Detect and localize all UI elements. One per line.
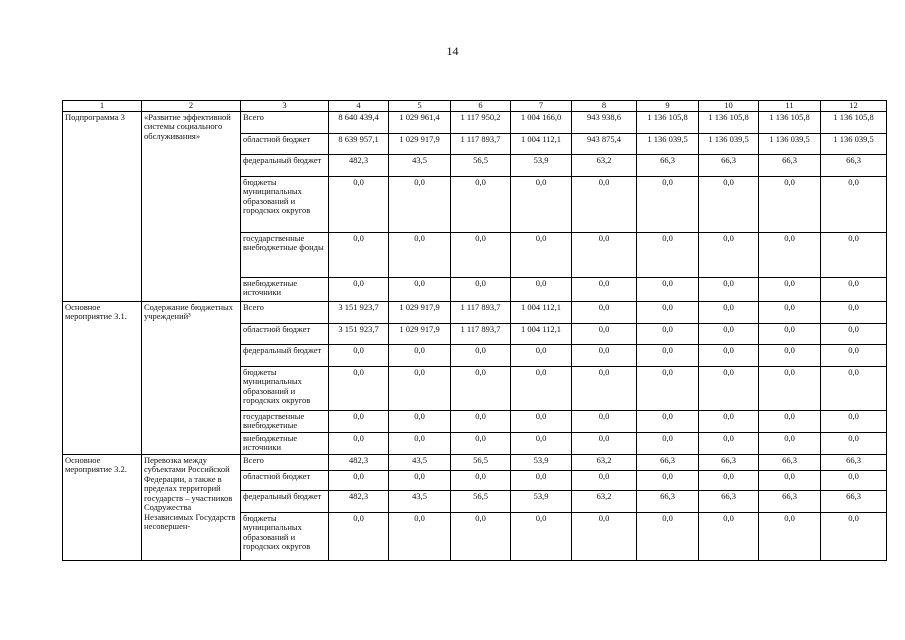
value-cell: 0,0 <box>572 470 637 490</box>
header-cell: 12 <box>821 101 887 112</box>
value-cell: 0,0 <box>759 301 821 323</box>
value-cell: 1 117 950,2 <box>451 111 511 133</box>
value-cell: 0,0 <box>637 432 699 454</box>
value-cell: 482,3 <box>329 454 389 470</box>
value-cell: 0,0 <box>511 432 572 454</box>
value-cell: 0,0 <box>699 512 759 560</box>
program-name-cell: Содержание бюджетных учреждений³ <box>142 301 241 454</box>
value-cell: 1 117 893,7 <box>451 323 511 344</box>
funding-source-cell: Всего <box>241 301 329 323</box>
header-cell: 2 <box>142 101 241 112</box>
value-cell: 0,0 <box>572 301 637 323</box>
value-cell: 3 151 923,7 <box>329 301 389 323</box>
funding-source-cell: бюджеты муниципальных образований и городских округов <box>241 176 329 232</box>
value-cell: 0,0 <box>821 232 887 277</box>
value-cell: 0,0 <box>759 176 821 232</box>
value-cell: 1 029 961,4 <box>389 111 451 133</box>
value-cell: 0,0 <box>451 344 511 366</box>
value-cell: 0,0 <box>329 176 389 232</box>
value-cell: 63,2 <box>572 454 637 470</box>
value-cell: 1 136 039,5 <box>821 133 887 154</box>
value-cell: 0,0 <box>511 232 572 277</box>
program-cell: Основное мероприятие 3.2. <box>63 454 142 560</box>
value-cell: 1 029 917,9 <box>389 301 451 323</box>
value-cell: 0,0 <box>511 176 572 232</box>
value-cell: 8 639 957,1 <box>329 133 389 154</box>
value-cell: 0,0 <box>637 344 699 366</box>
value-cell: 0,0 <box>821 470 887 490</box>
value-cell: 0,0 <box>511 344 572 366</box>
value-cell: 0,0 <box>389 410 451 432</box>
value-cell: 0,0 <box>821 176 887 232</box>
funding-source-cell: бюджеты муниципальных образований и городских округов <box>241 512 329 560</box>
value-cell: 0,0 <box>451 176 511 232</box>
table-row <box>63 111 887 133</box>
funding-source-cell: областной бюджет <box>241 133 329 154</box>
header-cell: 3 <box>241 101 329 112</box>
value-cell: 0,0 <box>759 366 821 410</box>
value-cell: 66,3 <box>699 490 759 512</box>
value-cell: 0,0 <box>389 432 451 454</box>
value-cell: 0,0 <box>637 366 699 410</box>
value-cell: 66,3 <box>699 454 759 470</box>
funding-source-cell: областной бюджет <box>241 470 329 490</box>
value-cell: 0,0 <box>759 512 821 560</box>
value-cell: 0,0 <box>699 344 759 366</box>
value-cell: 63,2 <box>572 154 637 176</box>
value-cell: 0,0 <box>389 512 451 560</box>
value-cell: 63,2 <box>572 490 637 512</box>
value-cell: 0,0 <box>389 176 451 232</box>
value-cell: 0,0 <box>572 176 637 232</box>
value-cell: 0,0 <box>637 410 699 432</box>
value-cell: 0,0 <box>637 470 699 490</box>
funding-source-cell: федеральный бюджет <box>241 154 329 176</box>
value-cell: 0,0 <box>329 470 389 490</box>
value-cell: 0,0 <box>451 432 511 454</box>
value-cell: 0,0 <box>637 512 699 560</box>
value-cell: 66,3 <box>637 454 699 470</box>
value-cell: 0,0 <box>389 470 451 490</box>
value-cell: 0,0 <box>759 323 821 344</box>
value-cell: 0,0 <box>821 277 887 301</box>
value-cell: 0,0 <box>451 232 511 277</box>
value-cell: 0,0 <box>821 432 887 454</box>
header-cell: 4 <box>329 101 389 112</box>
value-cell: 0,0 <box>637 323 699 344</box>
value-cell: 1 029 917,9 <box>389 133 451 154</box>
value-cell: 3 151 923,7 <box>329 323 389 344</box>
value-cell: 0,0 <box>329 232 389 277</box>
header-cell: 11 <box>759 101 821 112</box>
value-cell: 1 004 166,0 <box>511 111 572 133</box>
value-cell: 66,3 <box>759 490 821 512</box>
value-cell: 43,5 <box>389 490 451 512</box>
value-cell: 0,0 <box>821 301 887 323</box>
value-cell: 0,0 <box>699 410 759 432</box>
value-cell: 1 004 112,1 <box>511 323 572 344</box>
value-cell: 56,5 <box>451 490 511 512</box>
value-cell: 0,0 <box>699 432 759 454</box>
value-cell: 0,0 <box>451 410 511 432</box>
funding-source-cell: Всего <box>241 111 329 133</box>
header-cell: 1 <box>63 101 142 112</box>
value-cell: 0,0 <box>759 410 821 432</box>
value-cell: 0,0 <box>759 470 821 490</box>
value-cell: 0,0 <box>389 232 451 277</box>
header-cell: 6 <box>451 101 511 112</box>
funding-source-cell: областной бюджет <box>241 323 329 344</box>
value-cell: 0,0 <box>572 344 637 366</box>
budget-table <box>62 100 887 561</box>
value-cell: 66,3 <box>637 490 699 512</box>
value-cell: 0,0 <box>821 410 887 432</box>
value-cell: 0,0 <box>329 410 389 432</box>
value-cell: 1 136 039,5 <box>637 133 699 154</box>
value-cell: 1 136 105,8 <box>821 111 887 133</box>
value-cell: 0,0 <box>699 277 759 301</box>
header-row <box>63 101 887 112</box>
value-cell: 66,3 <box>637 154 699 176</box>
funding-source-cell: Всего <box>241 454 329 470</box>
value-cell: 0,0 <box>572 277 637 301</box>
value-cell: 0,0 <box>699 470 759 490</box>
value-cell: 66,3 <box>759 454 821 470</box>
funding-source-cell: федеральный бюджет <box>241 344 329 366</box>
header-cell: 5 <box>389 101 451 112</box>
value-cell: 0,0 <box>451 277 511 301</box>
value-cell: 0,0 <box>329 512 389 560</box>
value-cell: 1 029 917,9 <box>389 323 451 344</box>
value-cell: 53,9 <box>511 454 572 470</box>
value-cell: 0,0 <box>451 366 511 410</box>
value-cell: 66,3 <box>759 154 821 176</box>
value-cell: 0,0 <box>699 176 759 232</box>
program-cell: Основное мероприятие 3.1. <box>63 301 142 454</box>
value-cell: 0,0 <box>451 512 511 560</box>
value-cell: 0,0 <box>511 410 572 432</box>
value-cell: 66,3 <box>699 154 759 176</box>
value-cell: 0,0 <box>572 232 637 277</box>
value-cell: 0,0 <box>637 277 699 301</box>
table-row <box>63 301 887 323</box>
value-cell: 8 640 439,4 <box>329 111 389 133</box>
header-cell: 9 <box>637 101 699 112</box>
value-cell: 1 004 112,1 <box>511 301 572 323</box>
value-cell: 0,0 <box>699 366 759 410</box>
value-cell: 1 136 105,8 <box>637 111 699 133</box>
value-cell: 0,0 <box>637 176 699 232</box>
value-cell: 0,0 <box>329 344 389 366</box>
header-cell: 8 <box>572 101 637 112</box>
value-cell: 482,3 <box>329 154 389 176</box>
value-cell: 0,0 <box>637 232 699 277</box>
funding-source-cell: внебюджетные источники <box>241 432 329 454</box>
funding-source-cell: внебюджетные источники <box>241 277 329 301</box>
value-cell: 0,0 <box>759 277 821 301</box>
value-cell: 0,0 <box>699 232 759 277</box>
value-cell: 0,0 <box>389 366 451 410</box>
value-cell: 1 136 105,8 <box>699 111 759 133</box>
value-cell: 0,0 <box>572 410 637 432</box>
header-cell: 7 <box>511 101 572 112</box>
value-cell: 0,0 <box>451 470 511 490</box>
value-cell: 0,0 <box>389 277 451 301</box>
value-cell: 66,3 <box>821 454 887 470</box>
value-cell: 482,3 <box>329 490 389 512</box>
value-cell: 1 117 893,7 <box>451 301 511 323</box>
value-cell: 0,0 <box>637 301 699 323</box>
value-cell: 0,0 <box>699 323 759 344</box>
page-number: 14 <box>446 44 459 58</box>
value-cell: 0,0 <box>511 512 572 560</box>
value-cell: 0,0 <box>329 277 389 301</box>
funding-source-cell: государственные внебюджетные фонды <box>241 232 329 277</box>
value-cell: 43,5 <box>389 454 451 470</box>
value-cell: 0,0 <box>572 323 637 344</box>
value-cell: 0,0 <box>329 432 389 454</box>
value-cell: 0,0 <box>821 512 887 560</box>
value-cell: 0,0 <box>572 512 637 560</box>
program-name-cell: «Развитие эффективной системы социального обслуживания» <box>142 111 241 301</box>
table-row <box>63 454 887 470</box>
value-cell: 43,5 <box>389 154 451 176</box>
value-cell: 0,0 <box>821 323 887 344</box>
value-cell: 0,0 <box>572 366 637 410</box>
program-name-cell: Перевозка между субъектами Российской Федерации, а также в пределах территорий государств – участников Содружества Независимых Государств несовершен- <box>142 454 241 560</box>
value-cell: 0,0 <box>821 366 887 410</box>
value-cell: 53,9 <box>511 154 572 176</box>
funding-source-cell: государственные внебюджетные <box>241 410 329 432</box>
value-cell: 1 136 105,8 <box>759 111 821 133</box>
value-cell: 0,0 <box>511 277 572 301</box>
value-cell: 56,5 <box>451 454 511 470</box>
value-cell: 1 004 112,1 <box>511 133 572 154</box>
value-cell: 0,0 <box>389 344 451 366</box>
value-cell: 943 938,6 <box>572 111 637 133</box>
value-cell: 0,0 <box>511 470 572 490</box>
funding-source-cell: федеральный бюджет <box>241 490 329 512</box>
value-cell: 0,0 <box>511 366 572 410</box>
value-cell: 0,0 <box>759 344 821 366</box>
value-cell: 66,3 <box>821 490 887 512</box>
value-cell: 1 136 039,5 <box>699 133 759 154</box>
value-cell: 0,0 <box>572 432 637 454</box>
value-cell: 1 117 893,7 <box>451 133 511 154</box>
value-cell: 53,9 <box>511 490 572 512</box>
value-cell: 0,0 <box>821 344 887 366</box>
value-cell: 0,0 <box>699 301 759 323</box>
value-cell: 0,0 <box>759 432 821 454</box>
value-cell: 0,0 <box>329 366 389 410</box>
value-cell: 943 875,4 <box>572 133 637 154</box>
program-cell: Подпрограмма 3 <box>63 111 142 301</box>
value-cell: 1 136 039,5 <box>759 133 821 154</box>
value-cell: 0,0 <box>759 232 821 277</box>
header-cell: 10 <box>699 101 759 112</box>
value-cell: 66,3 <box>821 154 887 176</box>
funding-source-cell: бюджеты муниципальных образований и городских округов <box>241 366 329 410</box>
value-cell: 56,5 <box>451 154 511 176</box>
